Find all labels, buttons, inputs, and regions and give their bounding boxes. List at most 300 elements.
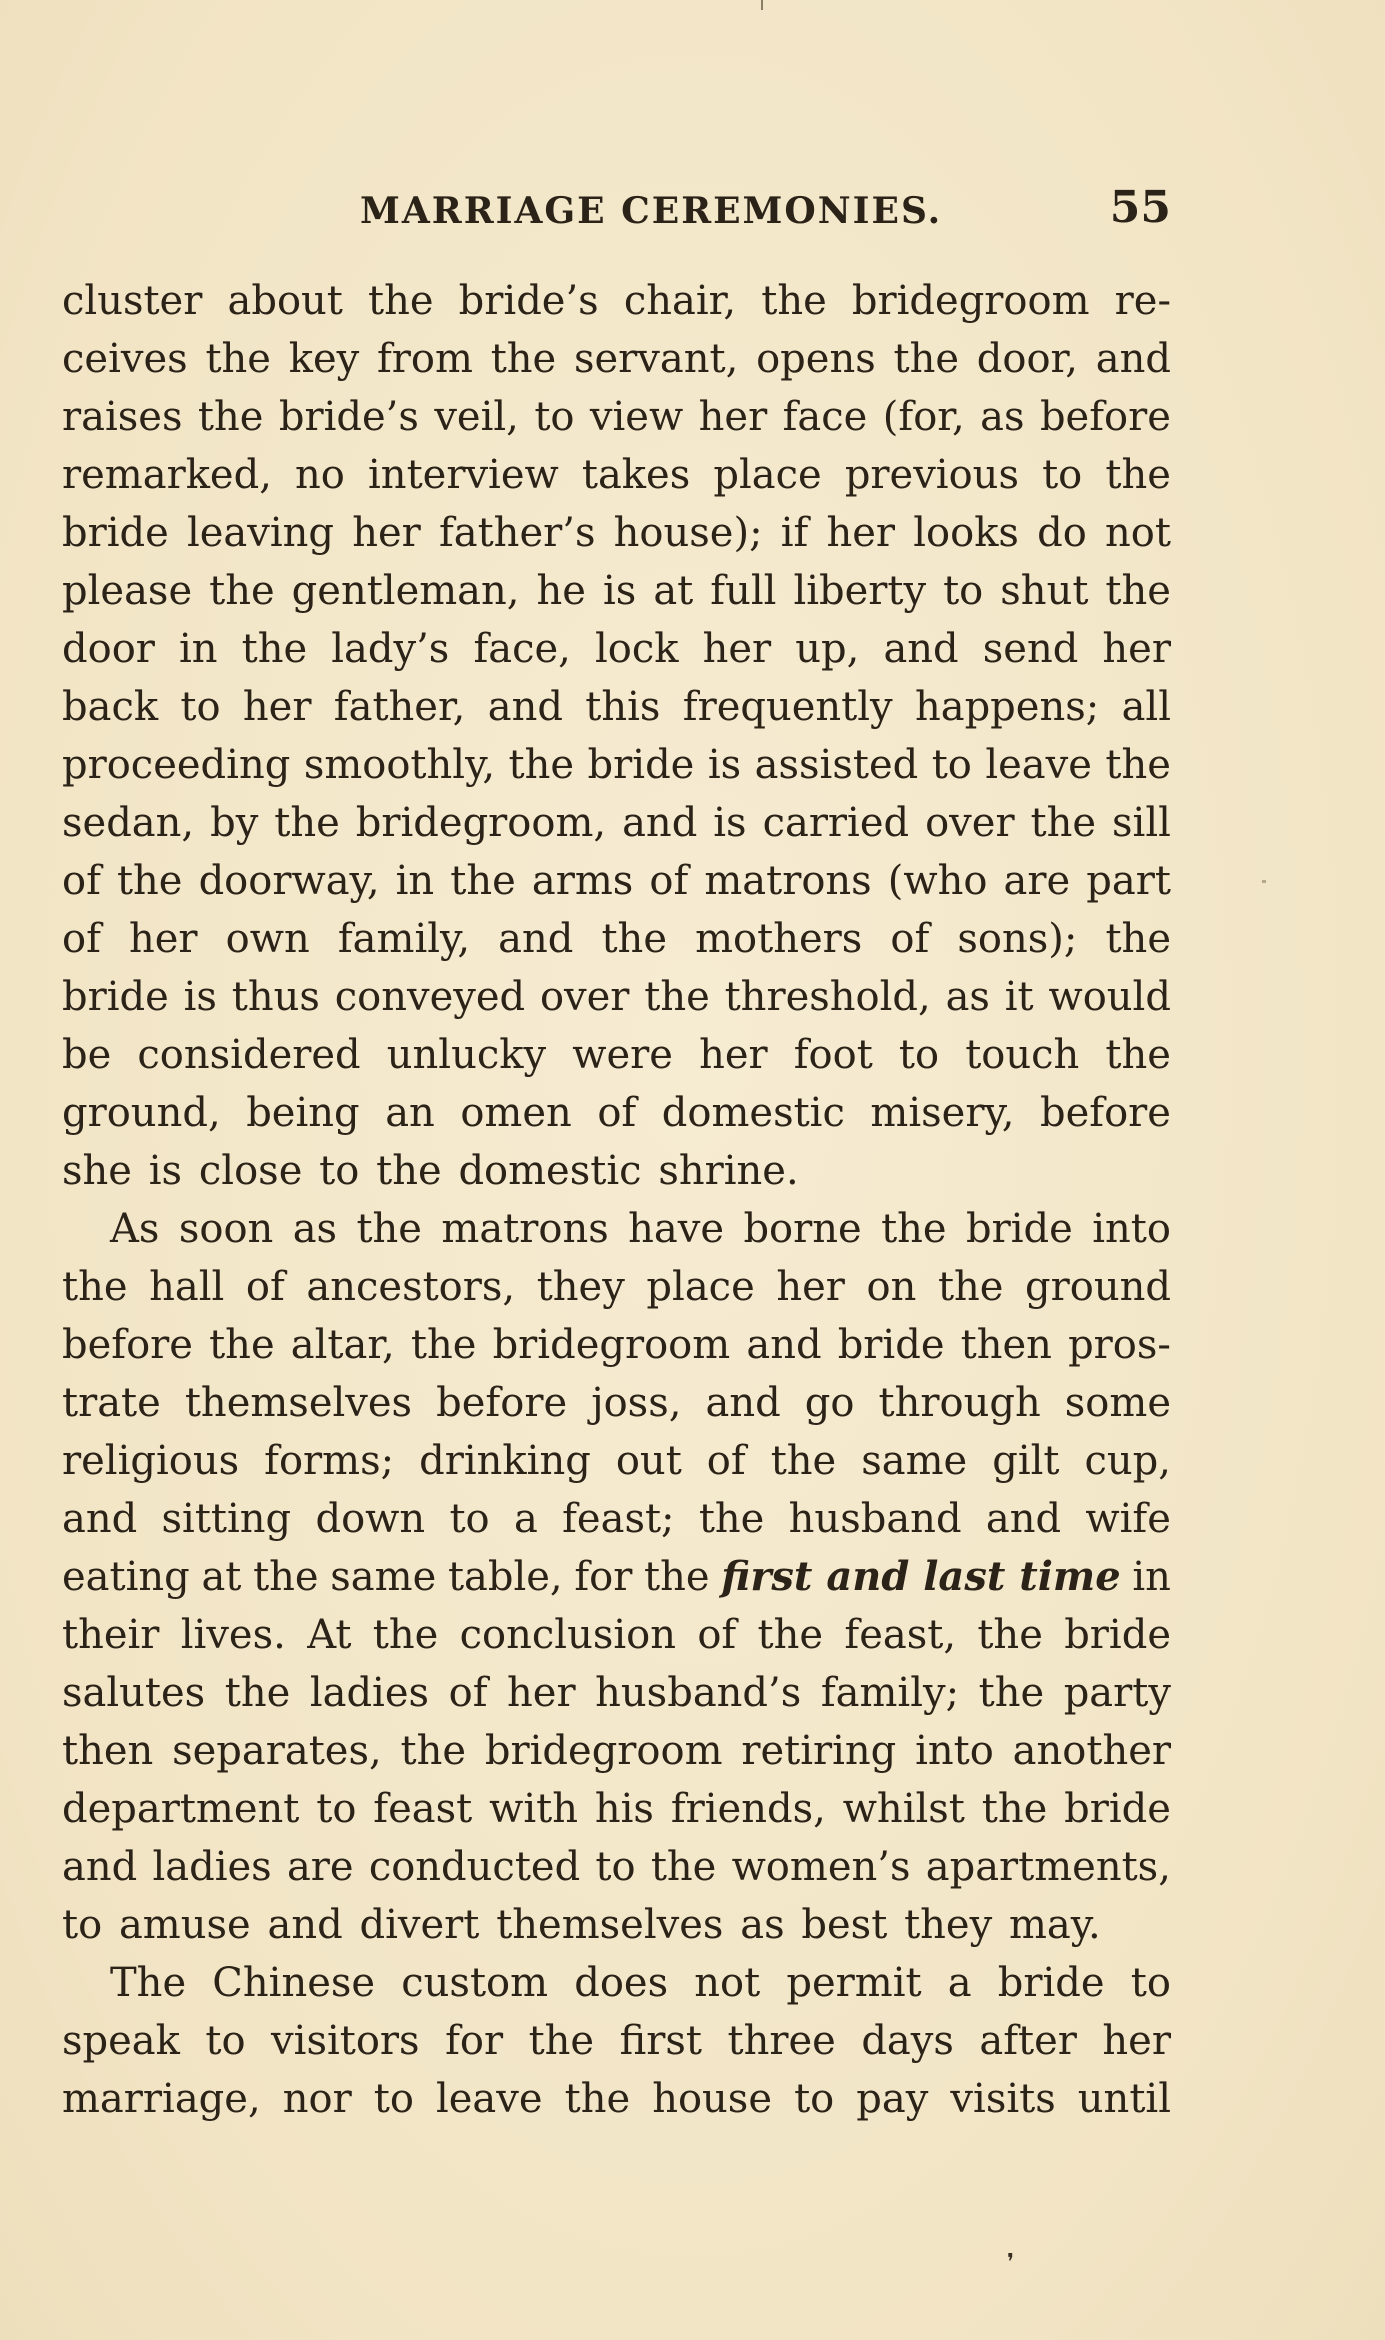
word: smoothly,	[303, 742, 496, 788]
word: of	[448, 1670, 488, 1716]
word: best	[801, 1902, 888, 1948]
word: conclusion	[459, 1612, 676, 1658]
word: to	[319, 1148, 360, 1194]
word: sons);	[957, 916, 1078, 962]
word: (who	[887, 858, 988, 904]
word: out	[615, 1438, 682, 1484]
word: before	[62, 1322, 193, 1368]
text-line	[62, 1780, 1171, 1838]
word: view	[589, 394, 684, 440]
word: looks	[913, 510, 1019, 556]
word: would	[1048, 974, 1171, 1020]
word: her	[1102, 626, 1171, 672]
word: (for,	[882, 394, 965, 440]
word: lady’s	[331, 626, 450, 672]
word: the	[564, 2076, 631, 2122]
word: table,	[447, 1554, 563, 1600]
word: and	[267, 1902, 343, 1948]
word: her	[699, 1032, 768, 1078]
word: part	[1086, 858, 1171, 904]
word: ground	[1025, 1264, 1171, 1310]
page-number: 55	[1109, 182, 1171, 233]
word: a	[947, 1960, 972, 2006]
word: the	[1105, 1032, 1171, 1078]
text-line	[62, 1374, 1171, 1432]
word: raises	[62, 394, 183, 440]
word: before	[1039, 394, 1171, 440]
word: family;	[820, 1670, 960, 1716]
word: face,	[473, 626, 571, 672]
word: he	[536, 568, 586, 614]
word: trate	[62, 1380, 161, 1426]
word: shrine.	[658, 1148, 799, 1194]
word: husband	[788, 1496, 962, 1542]
word: they	[904, 1902, 993, 1948]
word: and	[985, 1496, 1062, 1542]
word: feast	[373, 1786, 473, 1832]
word: domestic	[661, 1090, 845, 1136]
word: ladies	[152, 1844, 272, 1890]
word: ceives	[62, 336, 188, 382]
word: the	[981, 1786, 1048, 1832]
word: may.	[1008, 1902, 1101, 1948]
word: unlucky	[386, 1032, 547, 1078]
word: the	[978, 1670, 1045, 1716]
word: full	[710, 568, 777, 614]
word: the	[1105, 568, 1171, 614]
word: an	[385, 1090, 435, 1136]
word: happens;	[914, 684, 1100, 730]
word: on	[866, 1264, 917, 1310]
word: gentleman,	[291, 568, 520, 614]
word: the	[205, 336, 271, 382]
word: takes	[581, 452, 691, 498]
text-line	[62, 1432, 1171, 1490]
word: a	[513, 1496, 538, 1542]
word: previous	[844, 452, 1019, 498]
word: in	[395, 858, 435, 904]
word: the	[650, 1844, 717, 1890]
page-speck	[1262, 880, 1266, 883]
word: lives.	[180, 1612, 286, 1658]
word: the	[508, 742, 575, 788]
word: Chinese	[212, 1960, 376, 2006]
word: and	[498, 916, 574, 962]
word: the	[528, 2018, 595, 2064]
word: leave	[435, 2076, 543, 2122]
word: as	[945, 974, 990, 1020]
word: for	[445, 2018, 504, 2064]
word: the	[770, 1438, 837, 1484]
word: this	[585, 684, 661, 730]
word: the	[881, 1206, 947, 1252]
word: the	[450, 858, 516, 904]
word: own	[225, 916, 310, 962]
word: and	[883, 626, 959, 672]
word: frequently	[682, 684, 893, 730]
text-line	[62, 794, 1171, 852]
word: religious	[62, 1438, 240, 1484]
word: over	[925, 800, 1015, 846]
word: matrons	[441, 1206, 609, 1252]
text-line	[62, 1026, 1171, 1084]
word: department	[62, 1786, 300, 1832]
word: the	[644, 974, 710, 1020]
word: place	[713, 452, 822, 498]
word: the	[241, 626, 308, 672]
word: proceeding	[62, 742, 291, 788]
word: husband’s	[595, 1670, 802, 1716]
word: she	[62, 1148, 132, 1194]
word: the	[490, 336, 557, 382]
word: ground,	[62, 1090, 221, 1136]
word: bridegroom	[851, 278, 1090, 324]
word: some	[1064, 1380, 1171, 1426]
word: to	[534, 394, 575, 440]
word: to	[449, 1496, 490, 1542]
word: first	[619, 2018, 702, 2064]
text-line	[62, 1548, 1171, 1606]
word: for	[574, 1554, 633, 1600]
word: to	[1042, 452, 1083, 498]
word: leaving	[186, 510, 335, 556]
word: is	[713, 800, 747, 846]
word: divert	[359, 1902, 480, 1948]
word: do	[1037, 510, 1087, 556]
word: As	[110, 1206, 160, 1252]
word: bride	[62, 974, 169, 1020]
word: her	[1102, 2018, 1171, 2064]
word: the	[253, 1554, 319, 1600]
word: domestic	[458, 1148, 642, 1194]
word: drinking	[419, 1438, 591, 1484]
text-line	[62, 1142, 1171, 1200]
word: carried	[762, 800, 910, 846]
word: to	[205, 2018, 246, 2064]
word: the	[400, 1728, 467, 1774]
word: At	[307, 1612, 352, 1658]
word: of	[245, 1264, 285, 1310]
word: and	[1095, 336, 1171, 382]
word: to	[898, 1032, 940, 1078]
word: until	[1077, 2076, 1171, 2122]
word: conveyed	[334, 974, 526, 1020]
word: bride	[1064, 1786, 1171, 1832]
word: sill	[1112, 800, 1171, 846]
text-line	[62, 1258, 1171, 1316]
word: assisted	[754, 742, 919, 788]
word: no	[295, 452, 345, 498]
word: amuse	[118, 1902, 251, 1948]
page-header	[62, 182, 1171, 238]
word: whilst	[842, 1786, 965, 1832]
word: three	[727, 2018, 836, 2064]
word: to	[316, 1786, 357, 1832]
word: father’s	[438, 510, 596, 556]
text-line	[62, 2070, 1171, 2128]
word: gilt	[992, 1438, 1060, 1484]
word: bridegroom	[492, 1322, 731, 1368]
word: of	[62, 916, 101, 962]
word: separates,	[172, 1728, 382, 1774]
word: her	[698, 394, 768, 440]
text-line	[62, 272, 1171, 330]
word: cup,	[1084, 1438, 1171, 1484]
word: interview	[368, 452, 559, 498]
word: does	[574, 1960, 669, 2006]
word: considered	[137, 1032, 361, 1078]
word: the	[1030, 800, 1097, 846]
word: permit	[786, 1960, 922, 2006]
word: days	[861, 2018, 954, 2064]
word: being	[246, 1090, 360, 1136]
word: eating	[62, 1554, 190, 1600]
word: borne	[743, 1206, 862, 1252]
word: the	[757, 1612, 824, 1658]
word: salutes	[62, 1670, 206, 1716]
word: liberty	[793, 568, 927, 614]
word: friends,	[670, 1786, 826, 1832]
word: altar,	[290, 1322, 395, 1368]
word: bride	[587, 742, 695, 788]
word: her	[702, 626, 772, 672]
word: then	[62, 1728, 154, 1774]
word: feast,	[844, 1612, 957, 1658]
word: thus	[231, 974, 320, 1020]
word: wife	[1085, 1496, 1171, 1542]
word: of	[706, 1438, 746, 1484]
word: were	[572, 1032, 673, 1078]
word: bride	[1064, 1612, 1171, 1658]
word: same	[330, 1554, 437, 1600]
text-line	[62, 1896, 1171, 1954]
word: into	[1092, 1206, 1171, 1252]
word: is	[183, 974, 217, 1020]
word: bride’s	[278, 394, 419, 440]
word: bridegroom,	[355, 800, 607, 846]
text-line	[62, 504, 1171, 562]
word: leave	[985, 742, 1092, 788]
word: mothers	[695, 916, 863, 962]
word: are	[286, 1844, 354, 1890]
word: the	[698, 1496, 765, 1542]
word: to	[931, 742, 972, 788]
word: and	[705, 1380, 781, 1426]
word: at	[201, 1554, 242, 1600]
text-line	[62, 446, 1171, 504]
word: the	[1105, 452, 1171, 498]
ink-mark: ❜	[1007, 2250, 1015, 2275]
word: threshold,	[724, 974, 931, 1020]
word: themselves	[496, 1902, 724, 1948]
word: about	[227, 278, 343, 324]
word: soon	[178, 1206, 274, 1252]
word: is	[148, 1148, 183, 1194]
word: house	[652, 2076, 773, 2122]
text-line	[62, 1316, 1171, 1374]
word: same	[861, 1438, 968, 1484]
word: nor	[282, 2076, 352, 2122]
word: veil,	[434, 394, 519, 440]
word: with	[489, 1786, 578, 1832]
word: they	[536, 1264, 625, 1310]
word: the	[761, 278, 827, 324]
word: hall	[149, 1264, 225, 1310]
running-head: MARRIAGE CEREMONIES.	[360, 190, 943, 232]
word: their	[62, 1612, 160, 1658]
word: touch	[965, 1032, 1080, 1078]
word: and	[487, 684, 563, 730]
word: lock	[594, 626, 679, 672]
word: the	[116, 858, 183, 904]
text-line	[62, 852, 1171, 910]
word: bride	[966, 1206, 1073, 1252]
word: to	[62, 1902, 103, 1948]
text-line	[62, 736, 1171, 794]
word: opens	[756, 336, 876, 382]
word: the	[368, 278, 434, 324]
text-line	[62, 1490, 1171, 1548]
word: by	[210, 800, 259, 846]
word: the	[356, 1206, 422, 1252]
word: in	[178, 626, 218, 672]
word: marriage,	[62, 2076, 261, 2122]
word: themselves	[184, 1380, 413, 1426]
text-line	[62, 968, 1171, 1026]
word: go	[804, 1380, 855, 1426]
word: and	[62, 1496, 138, 1542]
word: the	[601, 916, 667, 962]
word: his	[594, 1786, 654, 1832]
word: women’s	[731, 1844, 911, 1890]
word: the	[1105, 742, 1171, 788]
word: her	[826, 510, 896, 556]
word: to	[373, 2076, 414, 2122]
word: the	[410, 1322, 477, 1368]
word: her	[776, 1264, 845, 1310]
word: of	[697, 1612, 737, 1658]
word: up,	[795, 626, 860, 672]
word: the	[274, 800, 340, 846]
text-line	[62, 1084, 1171, 1142]
word: her	[507, 1670, 576, 1716]
word: the	[937, 1264, 1004, 1310]
word: bridegroom	[484, 1728, 723, 1774]
word: after	[979, 2018, 1077, 2064]
word: father,	[333, 684, 466, 730]
word: as	[740, 1902, 785, 1948]
word: to	[180, 684, 221, 730]
word: house);	[613, 510, 763, 556]
word: foot	[793, 1032, 873, 1078]
word: first and last time	[721, 1553, 1121, 1600]
word: the	[62, 1264, 128, 1310]
word: party	[1063, 1670, 1171, 1716]
word: through	[878, 1380, 1041, 1426]
word: pay	[856, 2076, 929, 2122]
word: to	[943, 568, 984, 614]
word: omen	[460, 1090, 572, 1136]
word: sedan,	[62, 800, 195, 846]
text-line	[62, 678, 1171, 736]
word: matrons	[704, 858, 872, 904]
word: door	[62, 626, 155, 672]
word: please	[62, 568, 193, 614]
word: key	[288, 336, 360, 382]
word: before	[436, 1380, 568, 1426]
word: bride’s	[458, 278, 599, 324]
word: all	[1121, 684, 1171, 730]
word: visitors	[271, 2018, 420, 2064]
word: and	[622, 800, 698, 846]
word: the	[977, 1612, 1043, 1658]
word: doorway,	[198, 858, 380, 904]
word: pros-	[1068, 1322, 1171, 1368]
word: speak	[62, 2018, 180, 2064]
text-line	[62, 910, 1171, 968]
word: and	[746, 1322, 822, 1368]
word: it	[1004, 974, 1034, 1020]
word: bride	[997, 1960, 1105, 2006]
word: is	[602, 568, 637, 614]
text-line	[62, 620, 1171, 678]
word: at	[653, 568, 694, 614]
word: down	[315, 1496, 426, 1542]
word: the	[644, 1554, 710, 1600]
word: as	[980, 394, 1025, 440]
text-line	[62, 330, 1171, 388]
word: re-	[1114, 278, 1171, 324]
word: bride	[62, 510, 169, 556]
page-speck	[761, 0, 763, 10]
word: the	[209, 1322, 275, 1368]
word: and	[62, 1844, 138, 1890]
word: ancestors,	[306, 1264, 516, 1310]
word: the	[893, 336, 960, 382]
word: the	[224, 1670, 291, 1716]
text-line	[62, 2012, 1171, 2070]
word: visits	[950, 2076, 1056, 2122]
word: from	[377, 336, 473, 382]
word: family,	[337, 916, 471, 962]
word: apartments,	[925, 1844, 1171, 1890]
word: door,	[976, 336, 1078, 382]
word: feast;	[562, 1496, 675, 1542]
text-line	[62, 1954, 1171, 2012]
word: then	[960, 1322, 1052, 1368]
word: to	[1130, 1960, 1171, 2006]
word: her	[242, 684, 312, 730]
word: send	[982, 626, 1079, 672]
word: misery,	[870, 1090, 1015, 1136]
word: remarked,	[62, 452, 272, 498]
word: place	[646, 1264, 755, 1310]
word: arms	[531, 858, 634, 904]
text-line	[62, 1664, 1171, 1722]
word: conducted	[368, 1844, 581, 1890]
word: face	[782, 394, 868, 440]
word: in	[1132, 1554, 1171, 1600]
word: into	[915, 1728, 994, 1774]
word: close	[198, 1148, 303, 1194]
word: over	[539, 974, 630, 1020]
text-line	[62, 562, 1171, 620]
word: not	[694, 1960, 761, 2006]
word: the	[197, 394, 264, 440]
word: to	[595, 1844, 636, 1890]
word: joss,	[591, 1380, 682, 1426]
word: ladies	[309, 1670, 430, 1716]
